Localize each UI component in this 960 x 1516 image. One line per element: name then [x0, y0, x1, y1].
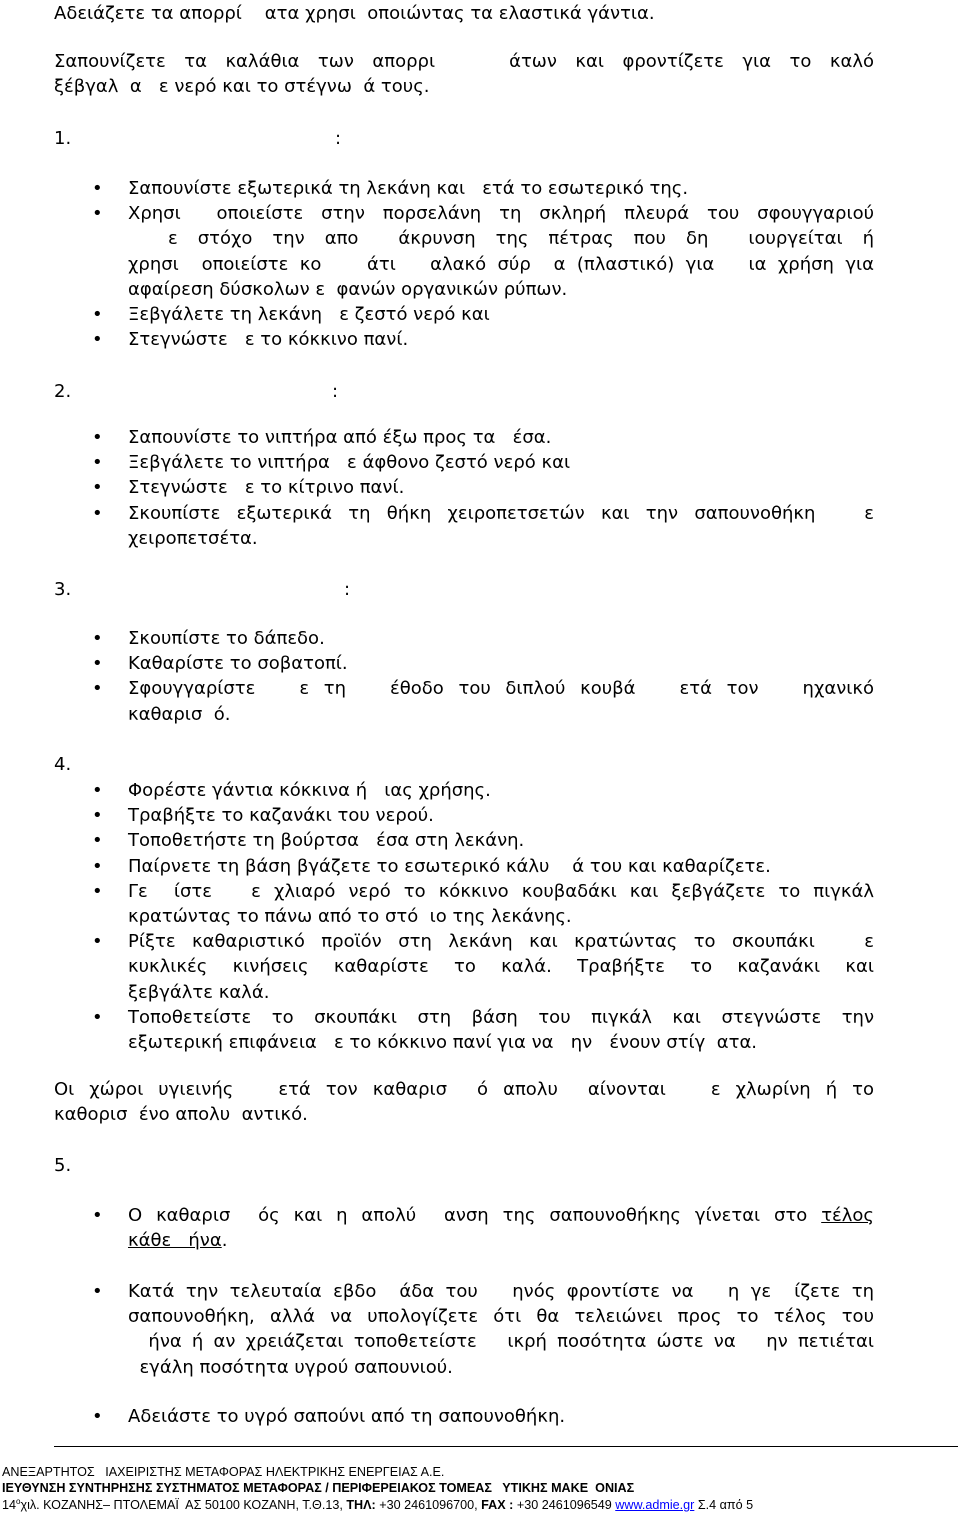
list-item-line: σαπουνοθήκη, αλλά να υπολογίζετε ότι θα τελειώνει προς το τέλος του [128, 1306, 874, 1328]
section-colon: : [335, 128, 342, 149]
underlined-text: κάθε ήνα [128, 1230, 222, 1252]
section-number: 5. [54, 1155, 72, 1176]
section-number: 1. [54, 128, 72, 149]
underlined-text: τέλος [821, 1205, 874, 1226]
section-2-list [128, 425, 874, 551]
bullet [92, 1279, 103, 1304]
bullet [92, 302, 103, 327]
bullet [92, 327, 103, 352]
section-3-heading [54, 577, 874, 602]
footer-tel-label: ΤΗΛ: [346, 1498, 376, 1512]
section-1-list [128, 176, 874, 352]
list-item [128, 475, 874, 500]
list-item [128, 201, 874, 302]
list-item [128, 1203, 874, 1253]
list-item [128, 778, 874, 803]
list-item [128, 425, 874, 450]
list-item-line: Γε ίστε ε χλιαρό νερό το κόκκινο κουβαδάκι και ξεβγάζετε το πιγκάλ [128, 880, 874, 902]
footer-fax: +30 2461096549 [513, 1498, 616, 1512]
list-item-line: Σκουπίστε το δάπεδο. [128, 628, 325, 649]
bullet [92, 803, 103, 828]
list-item-line [128, 1203, 874, 1228]
section-5-item-3 [128, 1404, 874, 1429]
list-item-line: Ρίξτε καθαριστικό προϊόν στη λεκάνη και κρατώντας το σκουπάκι ε [128, 931, 874, 953]
section-1-heading [54, 126, 874, 151]
bullet [92, 450, 103, 475]
list-item-line: Κατά την τελευταία εβδο άδα του ηνός φροντίστε να η γε ίζετε τη [128, 1281, 874, 1302]
bullet [92, 1203, 103, 1228]
bullet [92, 425, 103, 450]
footer-divider [54, 1446, 958, 1447]
list-item-line: Καθαρίστε το σοβατοπί. [128, 653, 348, 675]
section-5-heading [54, 1153, 874, 1178]
list-item [128, 450, 874, 475]
bullet [92, 475, 103, 500]
list-item-line: χειροπετσέτα. [128, 527, 258, 549]
list-item-line: Στεγνώστε ε το κόκκινο πανί. [128, 329, 409, 351]
list-item-line: Αδειάστε το υγρό σαπούνι από τη σαπουνοθήκη. [128, 1406, 566, 1427]
intro-paragraph-line: Σαπουνίζετε τα καλάθια των απορρι άτων και φροντίζετε για το καλό [54, 51, 874, 72]
footer-location: χιλ. ΚΟΖΑΝΗΣ– ΠΤΟΛΕΜΑΪ ΑΣ 50100 ΚΟΖΑΝΗ, Τ.Θ.13, [20, 1498, 347, 1512]
list-item-line: κυκλικές κινήσεις καθαρίστε το καλά. Τραβήξτε το καζανάκι και [128, 956, 874, 978]
list-item-line: ε στόχο την απο άκρυνση της πέτρας που δη ιουργείται ή [128, 228, 874, 250]
list-item [128, 327, 874, 352]
section-number: 2. [54, 381, 72, 402]
bullet [92, 201, 103, 226]
list-item-line: Τραβήξτε το καζανάκι του νερού. [128, 805, 434, 827]
list-item [128, 929, 874, 1005]
list-item-line: καθαρισ ό. [128, 703, 231, 725]
list-item-line: εξωτερική επιφάνεια ε το κόκκινο πανί για να ην ένουν στίγ ατα. [128, 1032, 758, 1054]
bullet [92, 676, 103, 701]
bullet [92, 651, 103, 676]
list-item [128, 651, 874, 676]
list-item-line: Τοποθετείστε το σκουπάκι στη βάση του πιγκάλ και στεγνώστε την [128, 1006, 874, 1028]
footer-fax-label: FAX : [481, 1498, 514, 1512]
section-5-item-2 [128, 1279, 874, 1380]
list-item [128, 879, 874, 929]
intro-line-block [54, 1, 874, 26]
list-item [128, 1005, 874, 1055]
bullet [92, 879, 103, 904]
section-4-list [128, 778, 874, 1055]
bullet [92, 1404, 103, 1429]
section-2-heading [54, 379, 874, 404]
list-item-line: Σαπουνίστε το νιπτήρα από έξω προς τα έσα. [128, 427, 552, 448]
list-item [128, 302, 874, 327]
bullet [92, 501, 103, 526]
footer-page-number: Σ.4 από 5 [694, 1498, 754, 1512]
list-item-line: κρατώντας το πάνω από το στό ιο της λεκάνης. [128, 906, 572, 928]
list-item-line: Τοποθετήστε τη βούρτσα έσα στη λεκάνη. [128, 830, 525, 852]
list-item-line: Φορέστε γάντια κόκκινα ή ιας χρήσης. [128, 780, 491, 801]
section-5-item-1 [128, 1203, 874, 1253]
intro-line: Αδειάζετε τα απορρί ατα χρησι οποιώντας τα ελαστικά γάντια. [54, 3, 655, 24]
footer-tel: +30 2461096700, [375, 1498, 482, 1512]
section-colon: : [332, 381, 339, 402]
sanitation-note [54, 1077, 874, 1127]
footer-address [2, 1497, 958, 1514]
section-4-heading [54, 752, 874, 777]
list-item-line: Ξεβγάλετε τη λεκάνη ε ζεστό νερό και [128, 304, 490, 326]
list-item-line: Ξεβγάλετε το νιπτήρα ε άφθονο ζεστό νερό και [128, 452, 571, 474]
intro-paragraph [54, 49, 874, 99]
list-item-line: εγάλη ποσότητα υγρού σαπουνιού. [128, 1356, 453, 1378]
bullet [92, 1005, 103, 1030]
bullet [92, 828, 103, 853]
bullet [92, 626, 103, 651]
footer-km-superscript: ο [16, 1496, 21, 1506]
list-item-line [128, 1228, 874, 1253]
bullet [92, 854, 103, 879]
footer-division: ΙΕΥΘΥΝΣΗ ΣΥΝΤΗΡΗΣΗΣ ΣΥΣΤΗΜΑΤΟΣ ΜΕΤΑΦΟΡΑΣ / ΠΕΡΙΦΕΡΕΙΑΚΟΣ ΤΟΜΕΑΣ ΥΤΙΚΗΣ ΜΑΚΕ ΟΝΙΑΣ [2, 1481, 635, 1495]
website-link[interactable]: www.admie.gr [615, 1498, 695, 1512]
list-item-text: . [221, 1230, 228, 1252]
list-item-line: Χρησι οποιείστε στην πορσελάνη τη σκληρή πλευρά του σφουγγαριού [128, 203, 874, 225]
list-item [128, 501, 874, 551]
bullet [92, 176, 103, 201]
footer-company: ΑΝΕΞΑΡΤΗΤΟΣ ΙΑΧΕΙΡΙΣΤΗΣ ΜΕΤΑΦΟΡΑΣ ΗΛΕΚΤΡΙΚΗΣ ΕΝΕΡΓΕΙΑΣ Α.Ε. [2, 1465, 445, 1479]
footer-km: 14 [2, 1498, 17, 1512]
list-item-line: Σκουπίστε εξωτερικά τη θήκη χειροπετσετών και την σαπουνοθήκη ε [128, 502, 874, 524]
list-item [128, 1279, 874, 1380]
section-number: 4. [54, 754, 72, 775]
intro-paragraph-line: ξέβγαλ α ε νερό και το στέγνω ά τους. [54, 76, 430, 98]
section-3-list [128, 626, 874, 727]
section-colon: : [344, 579, 351, 600]
note-line: Οι χώροι υγιεινής ετά τον καθαρισ ό απολυ αίνονται ε χλωρίνη ή το [54, 1079, 874, 1100]
list-item [128, 803, 874, 828]
list-item-line: χρησι οποιείστε κο άτι αλακό σύρ α (πλαστικό) για ια χρήση για [128, 253, 874, 275]
list-item-line: ξεβγάλτε καλά. [128, 981, 270, 1003]
list-item [128, 1404, 874, 1429]
list-item-line: ήνα ή αν χρειάζεται τοποθετείστε ικρή ποσότητα ώστε να ην πετιέται [128, 1331, 874, 1353]
list-item [128, 626, 874, 651]
bullet [92, 778, 103, 803]
list-item [128, 176, 874, 201]
list-item [128, 676, 874, 726]
bullet [92, 929, 103, 954]
list-item-line: Στεγνώστε ε το κίτρινο πανί. [128, 477, 405, 499]
section-number: 3. [54, 579, 72, 600]
list-item [128, 828, 874, 853]
list-item-line: Σφουγγαρίστε ε τη έθοδο του διπλού κουβά ετά τον ηχανικό [128, 678, 874, 700]
list-item [128, 854, 874, 879]
list-item-text: Ο καθαρισ ός και η απολύ ανση της σαπουνοθήκης γίνεται στο [128, 1205, 822, 1226]
list-item-line: αφαίρεση δύσκολων ε φανών οργανικών ρύπων. [128, 278, 568, 300]
list-item-line: Παίρνετε τη βάση βγάζετε το εσωτερικό κάλυ ά του και καθαρίζετε. [128, 855, 771, 877]
note-line: καθορισ ένο απολυ αντικό. [54, 1104, 308, 1126]
list-item-line: Σαπουνίστε εξωτερικά τη λεκάνη και ετά το εσωτερικό της. [128, 178, 689, 199]
